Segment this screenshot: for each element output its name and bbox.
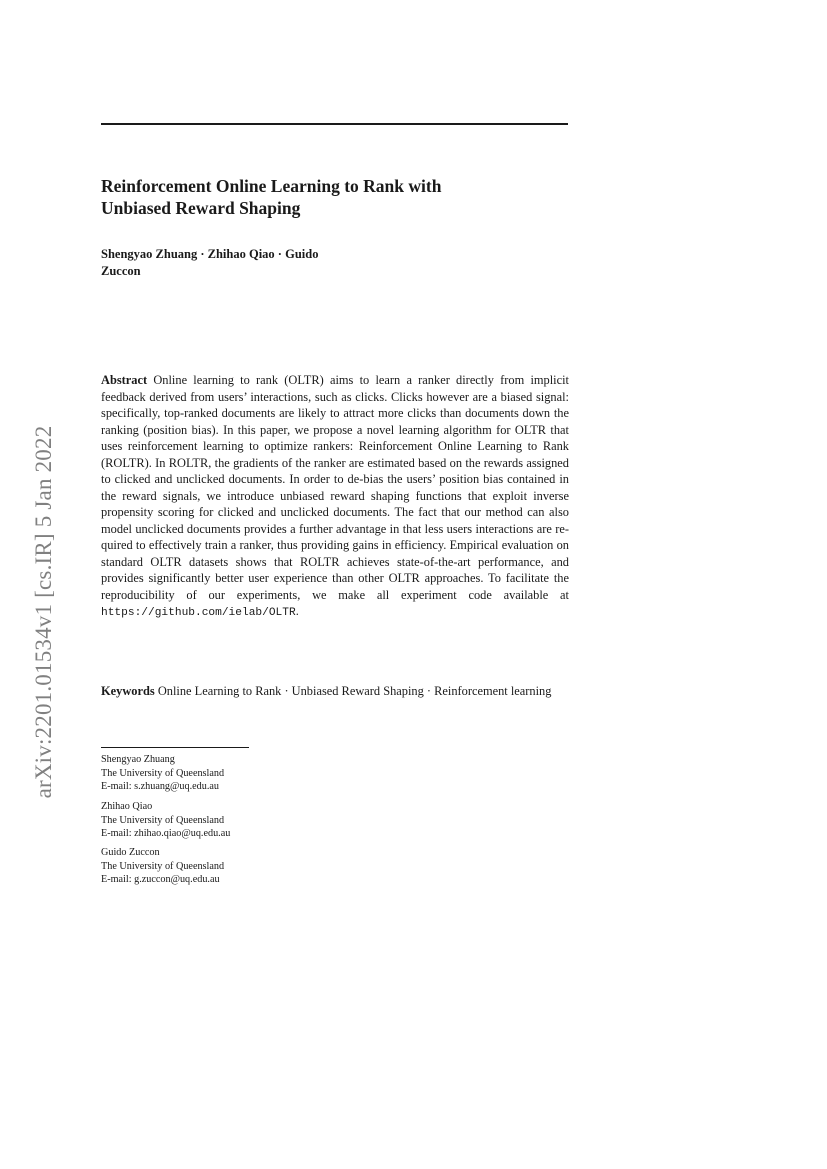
affiliation-block bbox=[101, 800, 401, 841]
keywords-label: Keywords bbox=[101, 684, 155, 698]
affiliation-institution: The University of Queensland bbox=[101, 860, 225, 872]
code-url-link[interactable]: https://github.com/ielab/OLTR bbox=[101, 607, 296, 619]
keywords-text: Online Learning to Rank · Unbiased Reward Shaping · Reinforcement learning bbox=[157, 684, 552, 698]
authors-line-1: Shengyao Zhuang · Zhihao Qiao · Guido bbox=[101, 247, 319, 261]
keywords bbox=[101, 683, 569, 700]
affiliation-institution: The University of Queensland bbox=[101, 814, 225, 826]
abstract-label: Abstract bbox=[101, 373, 148, 387]
abstract-text: Online learning to rank (OLTR) aims to learn a ranker directly from implicit feedback derived from users’ interactions, such as clicks. Clicks however are a biased signal: specifically, top-ranked documents are likely to attract more clicks than documents down the ranking (position bias). In this paper, we propose a novel learning algorithm for OLTR that uses reinforcement learning to optimize rankers: Reinforcement Online Learning to Rank (ROLTR). In ROLTR, the gradients of the ranker are estimated based on the rewards assigned to clicked and unclicked documents. In order to de-bias the users’ position bias contained in the reward signals, we introduce unbiased reward shaping functions that exploit inverse propensity scoring for clicked and unclicked documents. The fact that our method can also model unclicked documents provides a further advantage in that less users interactions are required to effectively train a ranker, thus providing gains in efficiency. Empirical evaluation on standard OLTR datasets shows that ROLTR achieves state-of-the-art performance, and provides significantly better user experience than other OLTR approaches. To facilitate the reproducibility of our experiments, we make all experiment code available at bbox=[101, 373, 569, 602]
abstract bbox=[101, 372, 569, 622]
top-rule bbox=[101, 123, 568, 125]
footnote-rule bbox=[101, 747, 249, 748]
affiliation-email: E-mail: g.zuccon@uq.edu.au bbox=[101, 874, 220, 885]
title-line-1: Reinforcement Online Learning to Rank with bbox=[101, 176, 442, 196]
author-list bbox=[101, 246, 441, 280]
affiliation-email: E-mail: zhihao.qiao@uq.edu.au bbox=[101, 828, 231, 839]
affiliation-block bbox=[101, 753, 401, 794]
affiliation-email: E-mail: s.zhuang@uq.edu.au bbox=[101, 781, 220, 792]
affiliation-name: Shengyao Zhuang bbox=[101, 754, 175, 765]
abstract-end: . bbox=[295, 604, 299, 618]
affiliation-block bbox=[101, 846, 401, 887]
affiliation-name: Guido Zuccon bbox=[101, 847, 160, 858]
paper-title bbox=[101, 175, 571, 219]
arxiv-stamp: arXiv:2201.01534v1 [cs.IR] 5 Jan 2022 bbox=[31, 425, 56, 799]
title-line-2: Unbiased Reward Shaping bbox=[101, 198, 301, 218]
affiliation-institution: The University of Queensland bbox=[101, 767, 225, 779]
affiliation-name: Zhihao Qiao bbox=[101, 801, 153, 812]
authors-line-2: Zuccon bbox=[101, 264, 141, 278]
